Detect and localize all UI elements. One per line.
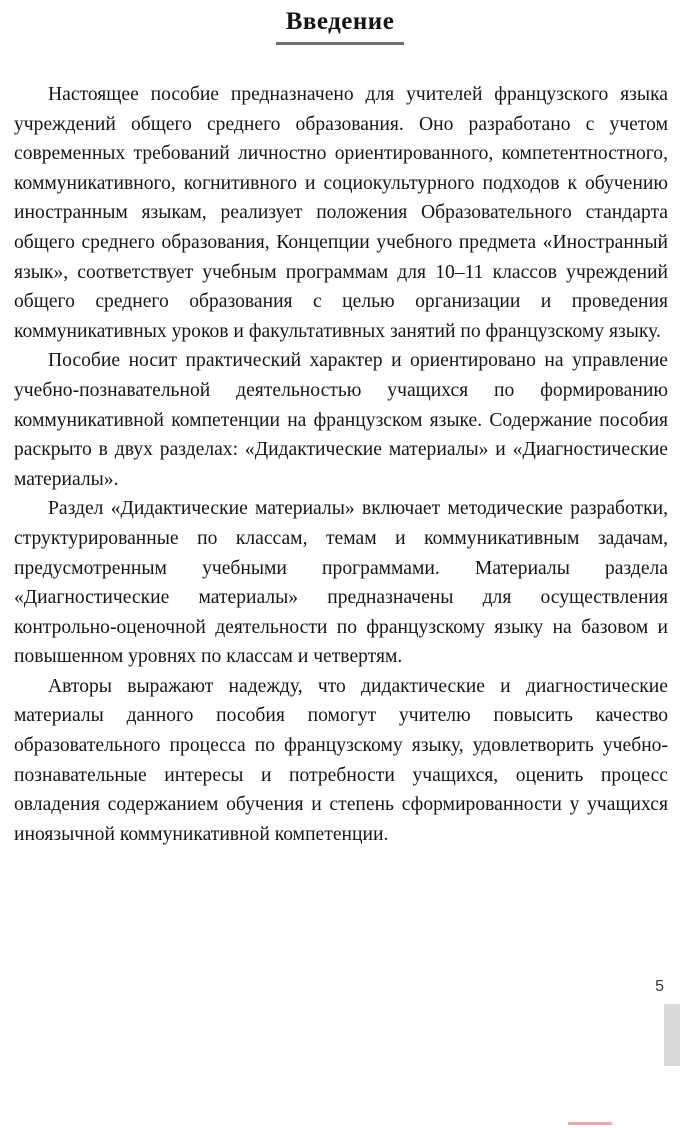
page-title: Введение (285, 8, 395, 35)
title-underline-rule (276, 42, 404, 45)
page-title-block (0, 8, 680, 45)
page-edge-marker (664, 1004, 680, 1066)
page-number: 5 (655, 978, 664, 995)
paragraph: Авторы выражают надежду, что дидактические и диагностические материалы данного пособия помогут учителю повысить качество образовательного процесса по французскому языку, удовлетворить учебно-познавательные интересы и потребности учащихся, оценить процесс овладения содержанием обучения и степень сформированности у учащихся иноязычной коммуникативной компетенции. (14, 675, 668, 845)
bottom-color-marker (568, 1122, 612, 1125)
paragraph: Раздел «Дидактические материалы» включает методические разработки, структурированные по классам, темам и коммуникативным задачам, предусмотренным учебными программами. Материалы раздела «Диагностические материалы» предназначены для осуществления контрольно-оценочной деятельности по французскому языку на базовом и повышенном уровнях по классам и четвертям. (14, 498, 668, 668)
paragraph: Пособие носит практический характер и ориентировано на управление учебно-познавательной деятельностью учащихся по формированию коммуникативной компетенции на французском языке. Содержание пособия раскрыто в двух разделах: «Дидактические материалы» и «Диагностические материалы». (14, 350, 668, 490)
body-text (14, 80, 668, 849)
paragraph: Настоящее пособие предназначено для учителей французского языка учреждений общего среднего образования. Оно разработано с учетом современных требований личностно ориентированного, компетентностного, коммуникативного, когнитивного и социокультурного подходов к обучению иностранным языкам, реализует положения Образовательного стандарта общего среднего образования, Концепции учебного предмета «Иностранный язык», соответствует учебным программам для 10–11 классов учреждений общего среднего образования с целью организации и проведения коммуникативных уроков и факультативных занятий по французскому языку. (14, 84, 668, 342)
